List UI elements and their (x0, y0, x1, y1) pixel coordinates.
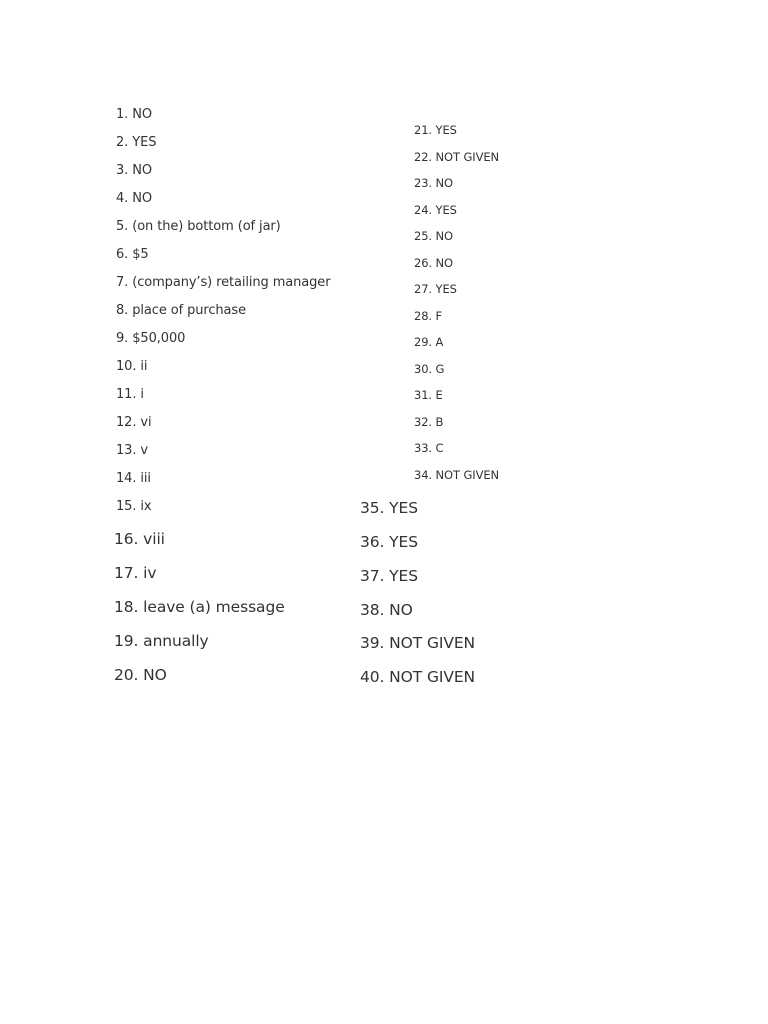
answer-item: 15. ix (116, 499, 152, 514)
answer-item: 35. YES (360, 499, 418, 517)
answer-item: 6. $5 (116, 247, 149, 262)
answer-item: 8. place of purchase (116, 303, 246, 318)
answer-item: 22. NOT GIVEN (414, 150, 500, 164)
answer-item: 1. NO (116, 107, 152, 122)
answer-item: 32. B (414, 415, 444, 429)
answer-item: 12. vi (116, 415, 152, 430)
answer-item: 29. A (414, 335, 444, 349)
answer-item: 9. $50,000 (116, 331, 186, 346)
answer-item: 18. leave (a) message (114, 598, 285, 616)
answer-item: 4. NO (116, 191, 152, 206)
answer-item: 37. YES (360, 567, 418, 585)
answer-item: 2. YES (116, 135, 157, 150)
answer-item: 30. G (414, 362, 445, 376)
answer-item: 5. (on the) bottom (of jar) (116, 219, 281, 234)
answer-item: 17. iv (114, 564, 157, 582)
answer-item: 21. YES (414, 123, 457, 137)
answer-item: 31. E (414, 388, 443, 402)
answer-item: 36. YES (360, 533, 418, 551)
answer-item: 13. v (116, 443, 149, 458)
answer-item: 28. F (414, 309, 443, 323)
answer-item: 27. YES (414, 282, 457, 296)
answer-item: 38. NO (360, 601, 413, 619)
answer-item: 11. i (116, 387, 144, 402)
answer-item: 23. NO (414, 176, 453, 190)
answer-item: 10. ii (116, 359, 148, 374)
answer-item: 24. YES (414, 203, 457, 217)
answer-item: 19. annually (114, 632, 209, 650)
answer-item: 3. NO (116, 163, 152, 178)
answer-item: 40. NOT GIVEN (360, 668, 476, 686)
answer-item: 20. NO (114, 666, 167, 684)
answer-item: 33. C (414, 441, 444, 455)
answer-item: 14. iii (116, 471, 151, 486)
answer-item: 34. NOT GIVEN (414, 468, 500, 482)
answer-item: 39. NOT GIVEN (360, 634, 476, 652)
answer-item: 7. (company’s) retailing manager (116, 275, 331, 290)
answer-item: 25. NO (414, 229, 453, 243)
answer-item: 16. viii (114, 530, 165, 548)
answer-item: 26. NO (414, 256, 453, 270)
